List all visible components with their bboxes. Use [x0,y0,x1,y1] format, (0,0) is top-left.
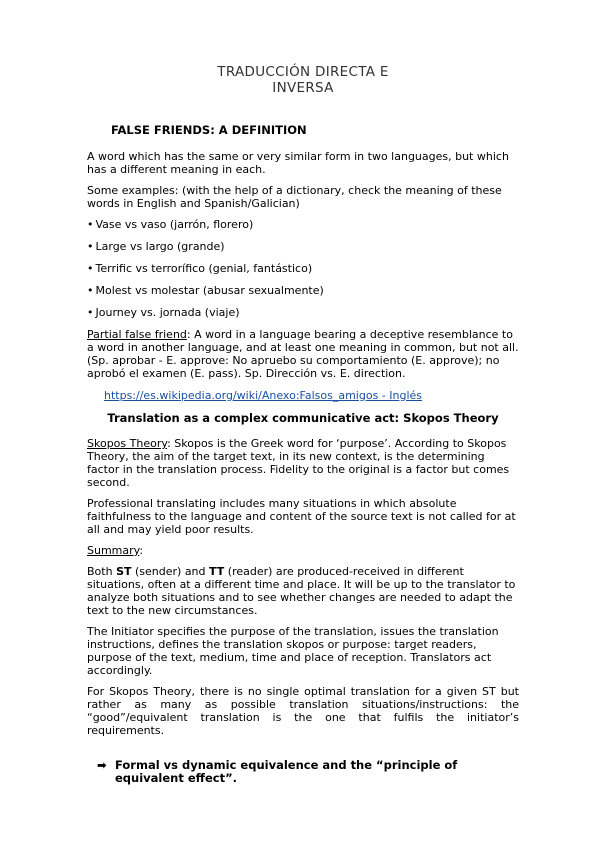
partial-false-friend-label: Partial false friend [87,328,187,341]
example-text: Terrific vs terrorífico (genial, fantástico) [95,262,313,275]
equivalence-heading-text: Formal vs dynamic equivalence and the “principle of equivalent effect”. [115,758,458,785]
bullet: • [87,284,94,297]
wikipedia-link-line [87,389,519,402]
summary-label: Summary [87,544,140,557]
example-text: Large vs largo (grande) [95,240,225,253]
examples-list [87,218,519,319]
false-friend-definition: A word which has the same or very similar form in two languages, but which has a different meaning in each. [87,150,509,176]
partial-false-friend-text: : A word in a language bearing a deceptive resemblance to a word in another language, and at least one meaning in common, but not all. (Sp. aprobar - E. approve: No apruebo su comportamiento (E. approve); no aprobó el examen (E. pass). Sp. Dirección vs. E. direction. [87,328,519,380]
partial-false-friend-paragraph [87,328,519,380]
list-item [87,306,519,319]
list-item [87,284,519,297]
wikipedia-link[interactable]: https://es.wikipedia.org/wiki/Anexo:Falsos_amigos - Inglés [104,389,423,402]
list-item [87,218,519,231]
sender-text: (sender) and [131,565,210,578]
equivalence-heading [87,759,519,785]
summary-label-line [87,544,519,557]
title-line-2: INVERSA [272,80,334,96]
st-term: ST [116,565,132,578]
bullet: • [87,262,94,275]
tt-term: TT [209,565,225,578]
skopos-paragraph [87,437,519,489]
skopos-optimal-paragraph: For Skopos Theory, there is no single optimal translation for a given ST but rather as many as possible translation situations/instructions: the “good”/equivalent translation is the one that fulfils the initiator’s requirements. [87,685,519,737]
list-item [87,262,519,275]
bullet: • [87,306,94,319]
arrow-right-icon: ➡ [97,758,107,772]
document-title [87,64,519,96]
skopos-heading: Translation as a complex communicative act: Skopos Theory [107,411,499,425]
initiator-paragraph: The Initiator specifies the purpose of the translation, issues the translation instructions, defines the translation skopos or purpose: target readers, purpose of the text, medium, time and place of reception. Translators act accordingly. [87,625,499,677]
bullet: • [87,218,94,231]
title-line-1: TRADUCCIÓN DIRECTA E [217,64,389,80]
false-friends-heading: FALSE FRIENDS: A DEFINITION [111,123,307,137]
skopos-text: : Skopos is the Greek word for ‘purpose’. According to Skopos Theory, the aim of the target text, in its new context, is the determining factor in the translation process. Fidelity to the original is a factor but comes second. [87,437,510,489]
bullet: • [87,240,94,253]
skopos-label: Skopos Theory [87,437,168,450]
both-prefix: Both [87,565,117,578]
examples-intro: Some examples: (with the help of a dictionary, check the meaning of these words in English and Spanish/Galician) [87,184,502,210]
both-rest: (reader) are produced-received in different situations, often at a different time and place. It will be up to the translator to analyze both situations and to see whether changes are needed to adapt the text to the new circumstances. [87,565,516,617]
example-text: Journey vs. jornada (viaje) [95,306,240,319]
example-text: Molest vs molestar (abusar sexualmente) [95,284,324,297]
st-tt-paragraph [87,565,519,617]
summary-colon: : [139,544,144,557]
list-item [87,240,519,253]
professional-paragraph: Professional translating includes many situations in which absolute faithfulness to the language and content of the source text is not called for at all and may yield poor results. [87,497,516,536]
document-content [87,64,519,785]
example-text: Vase vs vaso (jarrón, florero) [95,218,254,231]
